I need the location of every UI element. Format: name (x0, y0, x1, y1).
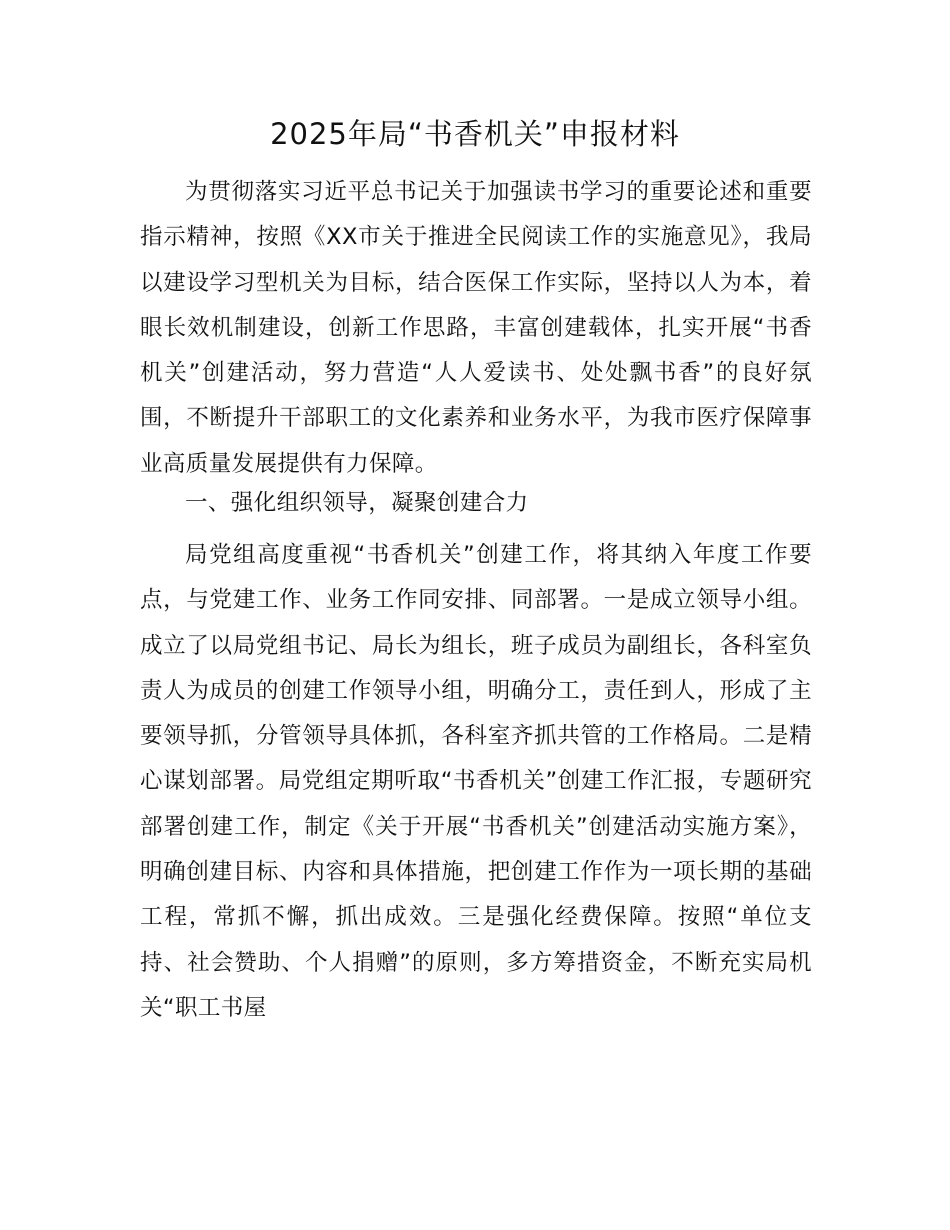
section-paragraph: 局党组高度重视“书香机关”创建工作，将其纳入年度工作要点，与党建工作、业务工作同安排、同部署。一是成立领导小组。成立了以局党组书记、局长为组长，班子成员为副组长，各科室负责人为成员的创建工作领导小组，明确分工，责任到人，形成了主要领导抓，分管领导具体抓，各科室齐抓共管的工作格局。二是精心谋划部署。局党组定期听取“书香机关”创建工作汇报，专题研究部署创建工作，制定《关于开展“书香机关”创建活动实施方案》，明确创建目标、内容和具体措施，把创建工作作为一项长期的基础工程，常抓不懈，抓出成效。三是强化经费保障。按照“单位支持、社会赞助、个人捐赠”的原则，多方筹措资金，不断充实局机关“职工书屋 (140, 542, 812, 1021)
document-title: 2025年局“书香机关”申报材料 (270, 117, 680, 151)
intro-paragraph: 为贯彻落实习近平总书记关于加强读书学习的重要论述和重要指示精神，按照《XX市关于推进全民阅读工作的实施意见》，我局以建设学习型机关为目标，结合医保工作实际，坚持以人为本，着眼长效机制建设，创新工作思路，丰富创建载体，扎实开展“书香机关”创建活动，努力营造“人人爱读书、处处飘书香”的良好氛围，不断提升干部职工的文化素养和业务水平，为我市医疗保障事业高质量发展提供有力保障。 (140, 179, 812, 477)
section-heading: 一、强化组织领导，凝聚创建合力 (185, 490, 529, 516)
